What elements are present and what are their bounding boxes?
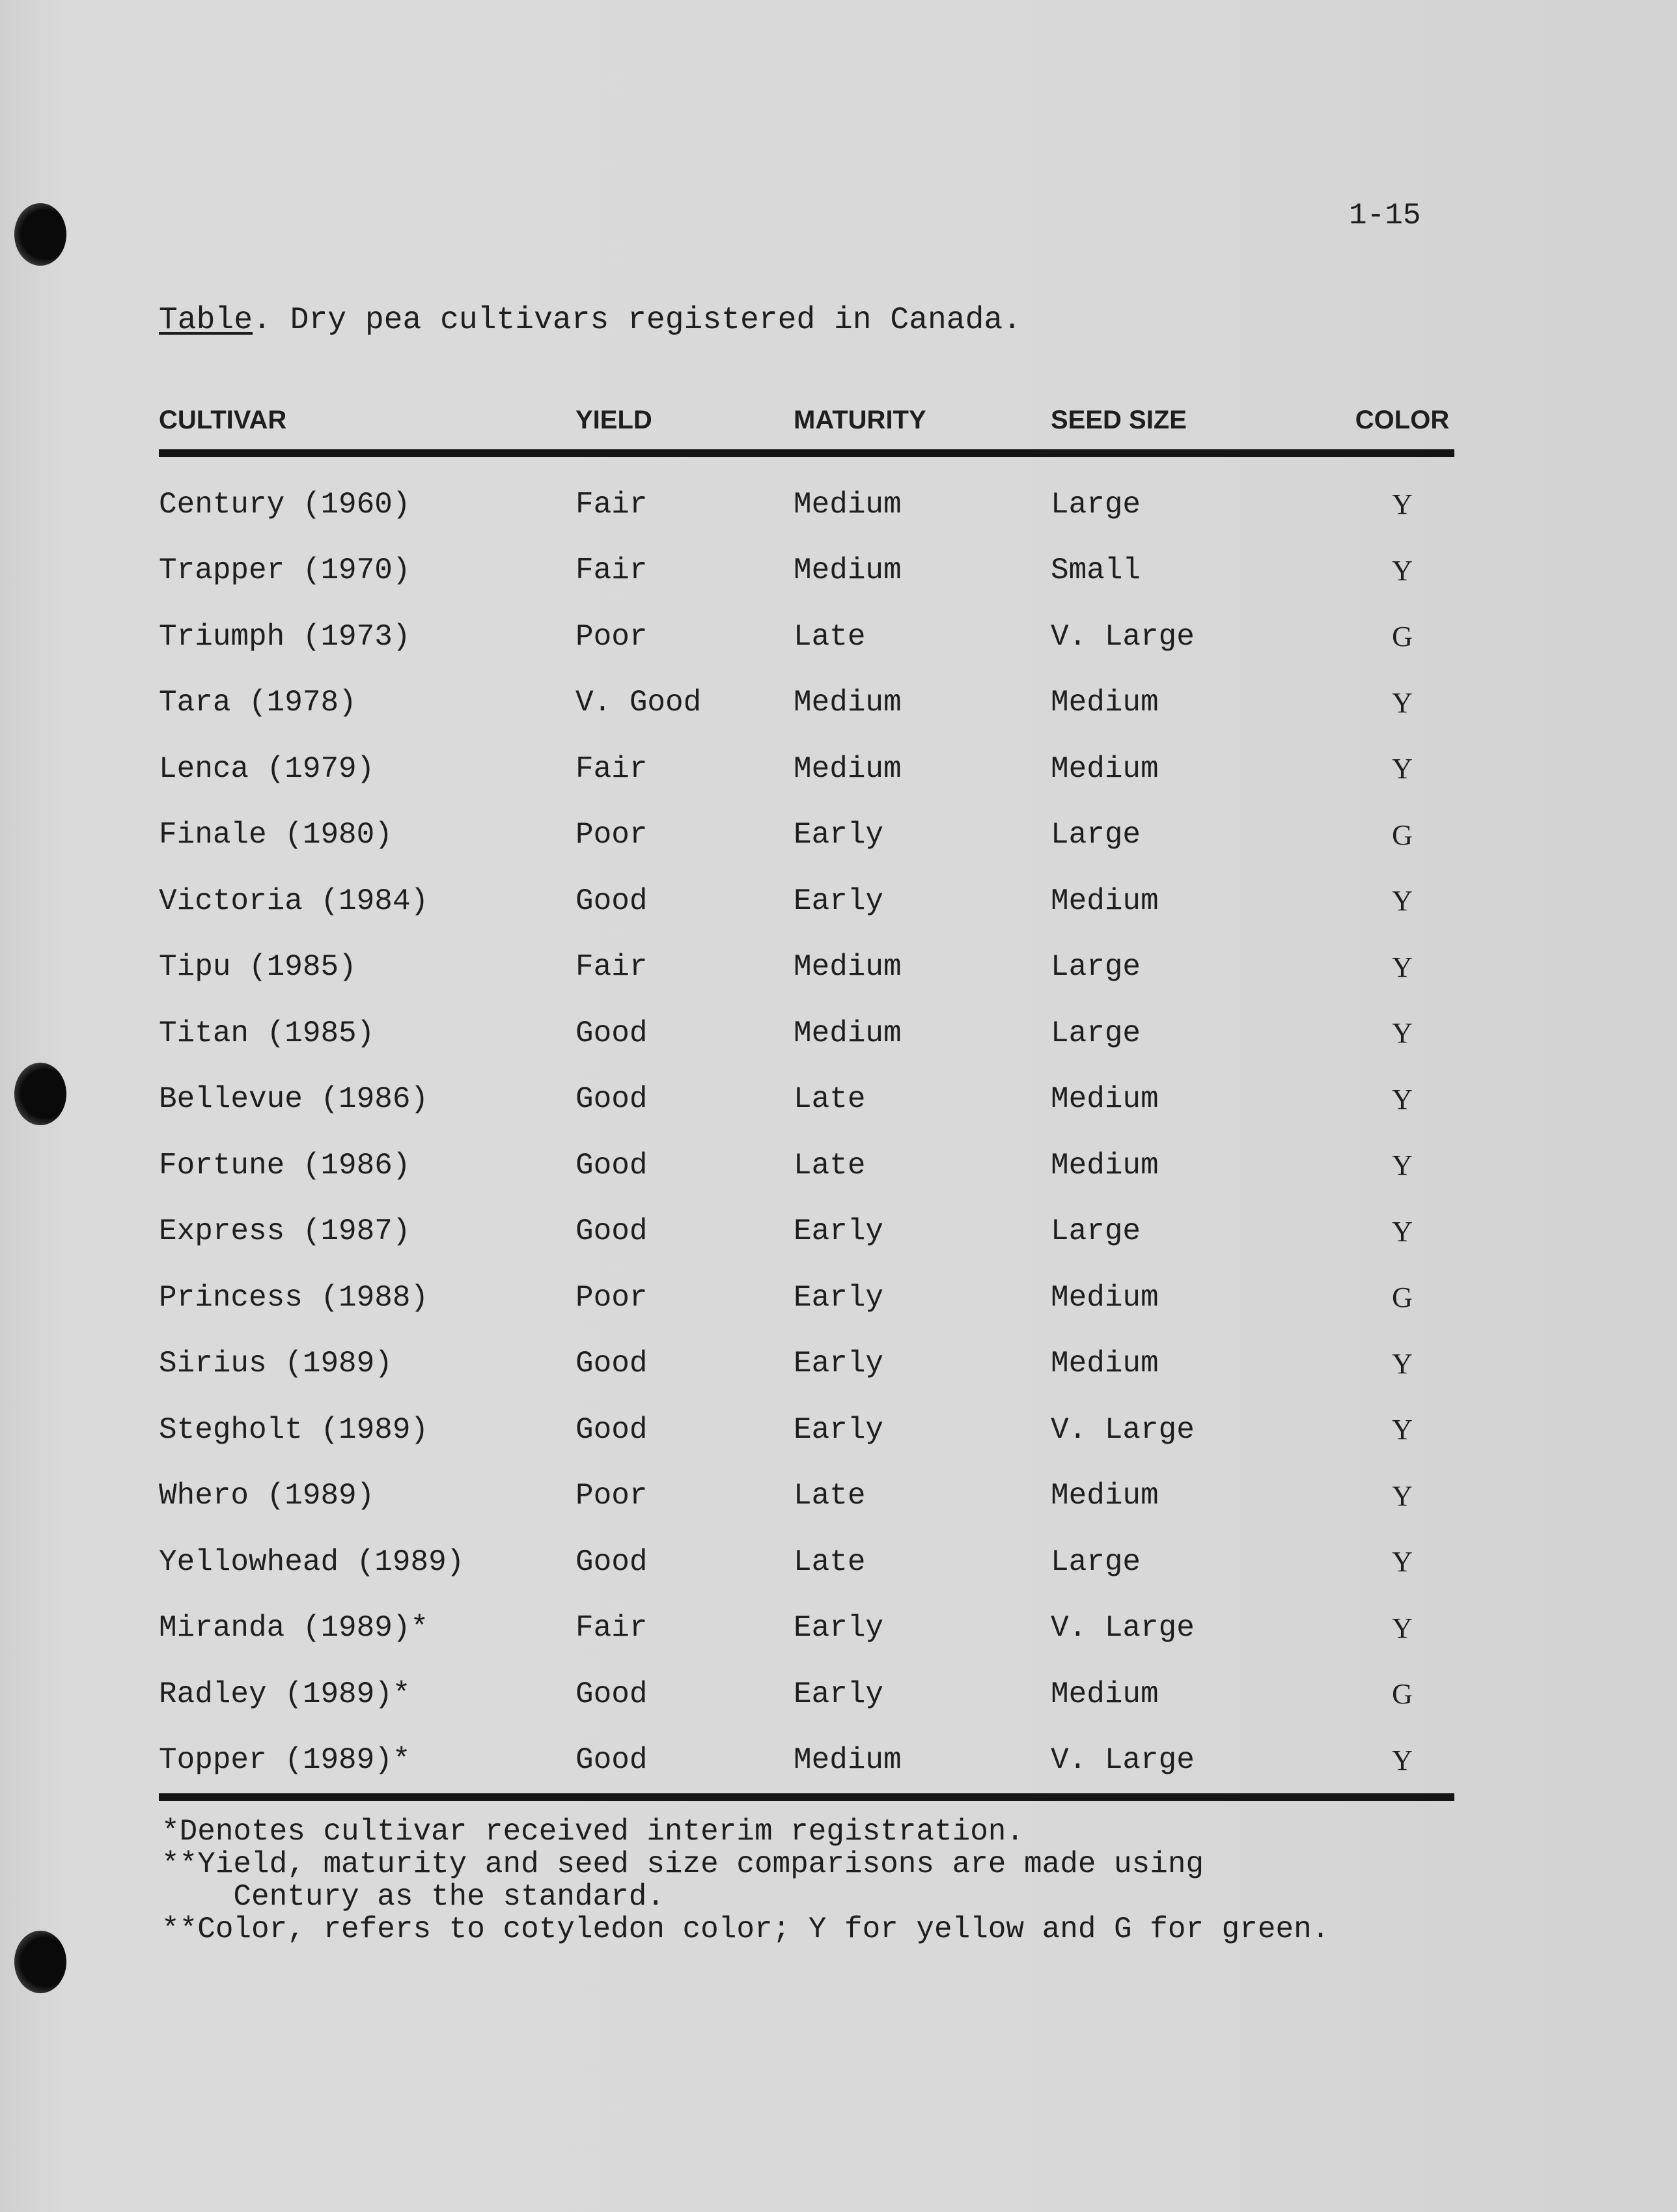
cell-color: Y [1392,1215,1413,1248]
cell-maturity: Early [794,1280,884,1315]
cell-maturity: Late [794,1148,866,1183]
cultivar-table [159,391,1454,1801]
cell-maturity: Early [794,1611,884,1645]
cell-seed-size: Large [1051,487,1141,522]
table-row [159,670,1454,736]
table-row [159,1595,1454,1662]
footnote: **Color, refers to cotyledon color; Y for yellow and G for green. [161,1912,1330,1946]
cell-seed-size: Small [1051,553,1141,588]
cell-color: Y [1392,951,1413,983]
cell-yield: Poor [575,1280,648,1315]
cell-seed-size: V. Large [1051,619,1195,654]
cell-color: Y [1392,554,1413,587]
cell-seed-size: Medium [1051,1677,1159,1711]
table-row [159,1000,1454,1067]
footnotes [161,1815,1329,1946]
cell-seed-size: Large [1051,1016,1141,1050]
cell-cultivar: Century (1960) [159,487,411,522]
cell-cultivar: Finale (1980) [159,818,393,852]
cell-maturity: Medium [794,553,902,588]
cell-yield: Good [575,884,648,918]
cell-yield: Good [575,1148,648,1183]
cell-cultivar: Princess (1988) [159,1280,429,1315]
binder-hole-middle [14,1063,66,1125]
cell-color: Y [1392,1612,1413,1644]
table-row [159,453,1454,538]
cell-maturity: Early [794,1214,884,1249]
table-row [159,604,1454,670]
cell-seed-size: Medium [1051,1148,1159,1183]
cell-seed-size: Large [1051,950,1141,985]
cell-seed-size: Medium [1051,1347,1159,1381]
cell-yield: Fair [575,553,648,588]
cell-maturity: Late [794,1545,866,1579]
cell-cultivar: Titan (1985) [159,1016,375,1050]
table-row [159,1463,1454,1530]
cell-yield: V. Good [575,686,702,720]
cell-cultivar: Radley (1989)* [159,1677,411,1711]
cell-color: Y [1350,1728,1454,1798]
table-row [159,934,1454,1001]
cell-yield: Fair [575,950,648,985]
cell-yield: Good [575,1214,648,1249]
cell-maturity: Medium [794,686,902,720]
cell-cultivar: Victoria (1984) [159,884,429,918]
table-caption [159,303,1021,338]
footnote: *Denotes cultivar received interim registration. [161,1815,1025,1849]
cell-cultivar: Trapper (1970) [159,553,411,588]
table-row [159,1132,1454,1199]
cell-yield: Good [575,1347,648,1381]
table-body [159,453,1454,1797]
cell-color: Y [1392,686,1413,719]
cell-color: G [1392,1281,1413,1314]
table-row [159,736,1454,802]
table-row [159,868,1454,934]
cell-yield: Good [575,1677,648,1711]
cell-seed-size: Medium [1051,1082,1159,1117]
cell-maturity: Medium [794,751,902,786]
cell-color: G [1392,1678,1413,1711]
cell-maturity: Medium [794,487,902,522]
cell-cultivar: Tara (1978) [159,686,357,720]
cell-color: Y [1392,1479,1413,1512]
cell-maturity: Early [794,818,884,852]
cell-color: Y [1392,885,1413,917]
cell-seed-size: V. Large [1051,1728,1350,1798]
cell-yield: Good [575,1082,648,1117]
cell-cultivar: Sirius (1989) [159,1347,393,1381]
table-row [159,802,1454,869]
cell-cultivar: Stegholt (1989) [159,1412,429,1447]
table-row [159,1529,1454,1595]
cell-color: Y [1392,1347,1413,1380]
binder-hole-bottom [14,1931,66,1993]
caption-text: . Dry pea cultivars registered in Canada. [253,303,1022,338]
header-yield: YIELD [575,391,794,453]
cell-maturity: Late [794,619,866,654]
cell-yield: Good [575,1728,794,1798]
cell-color: Y [1392,753,1413,785]
cell-seed-size: Medium [1051,751,1159,786]
table-row [159,1661,1454,1728]
table-row [159,1265,1454,1331]
cell-cultivar: Topper (1989)* [159,1728,575,1798]
cell-maturity: Medium [794,1016,902,1050]
footnote: **Yield, maturity and seed size comparisons are made using [161,1847,1204,1881]
header-cultivar: CULTIVAR [159,391,575,453]
table-row [159,1728,1454,1798]
cell-maturity: Medium [794,950,902,985]
cell-seed-size: Medium [1051,1280,1159,1315]
cell-maturity: Medium [794,1728,1051,1798]
cell-maturity: Late [794,1479,866,1513]
cell-color: Y [1392,1546,1413,1578]
cell-color: Y [1392,1017,1413,1050]
cell-seed-size: Large [1051,1545,1141,1579]
cell-yield: Fair [575,1611,648,1645]
table-row [159,1397,1454,1463]
cell-yield: Fair [575,751,648,786]
cell-yield: Good [575,1412,648,1447]
cell-seed-size: Medium [1051,686,1159,720]
cell-color: G [1392,819,1413,851]
cell-cultivar: Bellevue (1986) [159,1082,429,1117]
cell-cultivar: Tipu (1985) [159,950,357,985]
cell-color: Y [1392,1149,1413,1182]
cell-seed-size: Large [1051,818,1141,852]
cell-seed-size: Medium [1051,1479,1159,1513]
cell-cultivar: Lenca (1979) [159,751,375,786]
cell-cultivar: Whero (1989) [159,1479,375,1513]
cell-seed-size: Medium [1051,884,1159,918]
cell-color: Y [1392,1083,1413,1115]
cell-yield: Fair [575,487,648,522]
table-row [159,1067,1454,1133]
header-seed-size: SEED SIZE [1051,391,1350,453]
header-color: COLOR [1350,391,1454,453]
table-header-row [159,391,1454,453]
cell-cultivar: Express (1987) [159,1214,411,1249]
table-row [159,538,1454,604]
cell-yield: Good [575,1016,648,1050]
caption-label: Table [159,303,253,338]
cell-yield: Poor [575,818,648,852]
cell-maturity: Early [794,1347,884,1381]
header-maturity: MATURITY [794,391,1051,453]
cell-seed-size: Large [1051,1214,1141,1249]
cell-cultivar: Yellowhead (1989) [159,1545,465,1579]
page-number: 1-15 [1349,199,1421,232]
footnote: Century as the standard. [161,1880,665,1914]
cell-yield: Poor [575,619,648,654]
table-row [159,1331,1454,1397]
cell-color: G [1392,621,1413,653]
cell-cultivar: Miranda (1989)* [159,1611,429,1645]
cell-cultivar: Triumph (1973) [159,619,411,654]
cell-seed-size: V. Large [1051,1412,1195,1447]
cell-maturity: Early [794,1677,884,1711]
cell-yield: Good [575,1545,648,1579]
cell-maturity: Early [794,884,884,918]
binder-hole-top [14,203,66,266]
cell-yield: Poor [575,1479,648,1513]
table-row [159,1199,1454,1265]
cell-color: Y [1392,488,1413,521]
cell-seed-size: V. Large [1051,1611,1195,1645]
cell-cultivar: Fortune (1986) [159,1148,411,1183]
cell-maturity: Late [794,1082,866,1117]
cell-color: Y [1392,1414,1413,1446]
cell-maturity: Early [794,1412,884,1447]
